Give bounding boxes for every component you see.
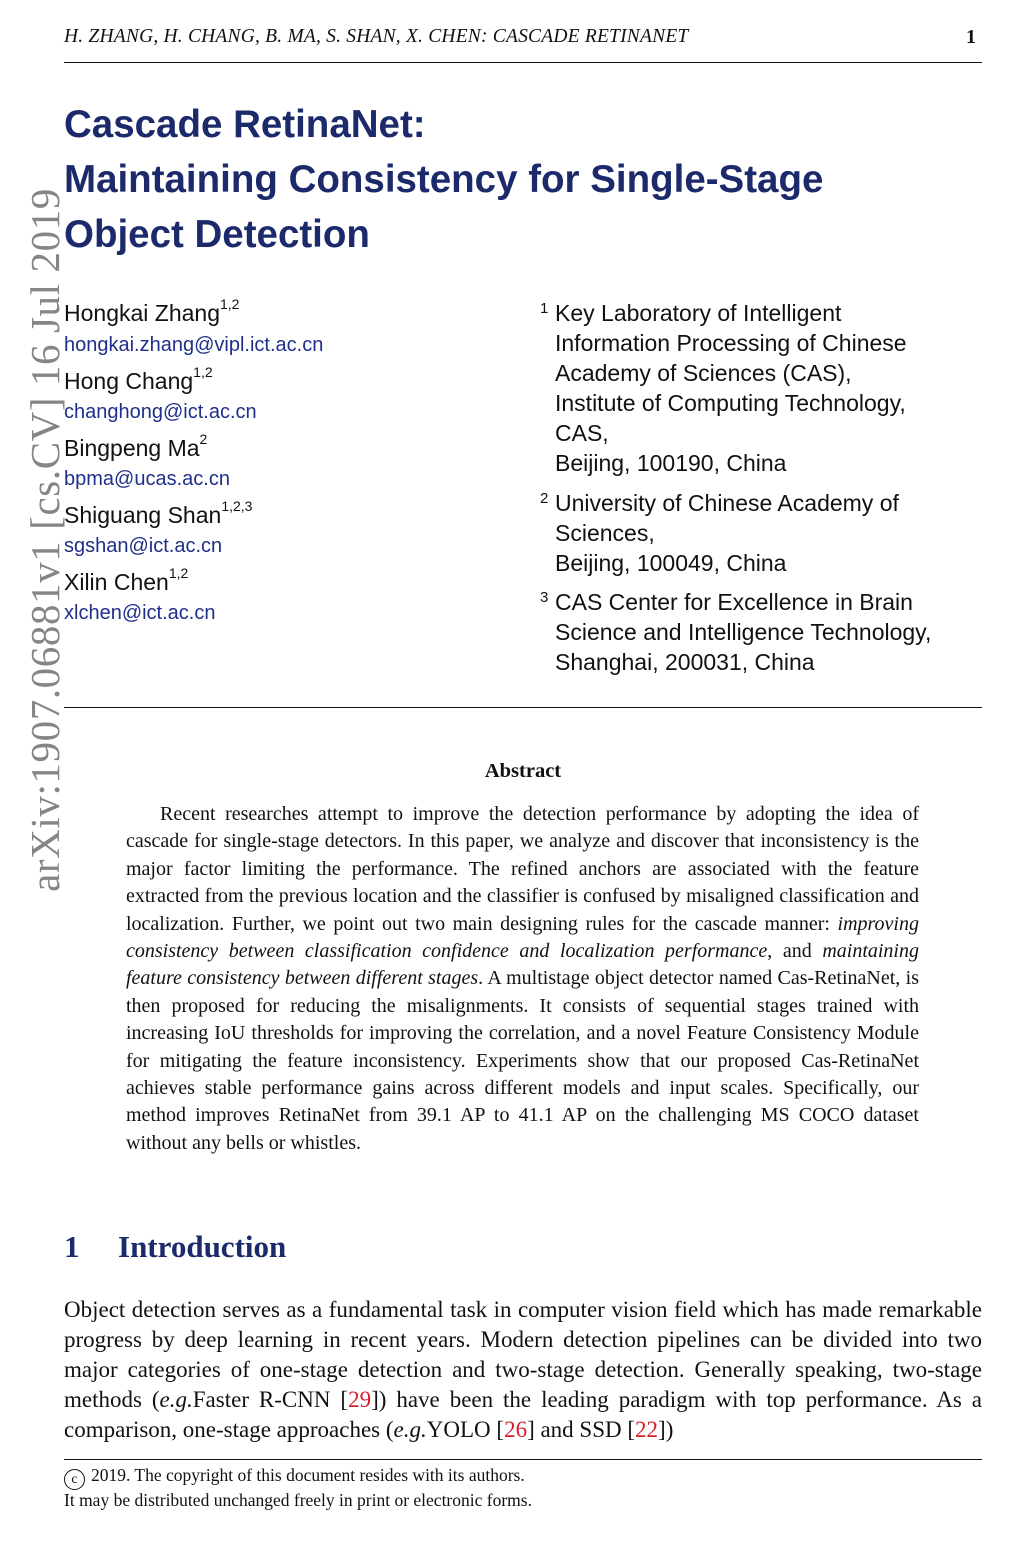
author-name-text: Bingpeng Ma [64,435,200,461]
affiliation-line: CAS Center for Excellence in Brain [555,589,913,615]
author-name [64,364,213,395]
citation-link[interactable]: 29 [348,1387,372,1412]
abstract-text-run: Recent researches attempt to improve the detection performance by adopting the idea of cascade for single-stage detectors. In this paper, we analyze and discover that inconsistency is the major factor limiting the performance. The refined anchors are associated with the feature extracted from the previous location and the classifier is confused by misaligned classification and localization. Further, we point out two main designing rules for the cascade manner: [126,803,919,935]
page-number: 1 [966,26,976,48]
abstract-heading: Abstract [484,760,562,782]
introduction-paragraph [64,1295,982,1445]
author-affiliation-marks: 1,2 [168,565,189,582]
section-number: 1 [64,1229,80,1264]
affiliation-line: Shanghai, 200031, China [555,649,815,675]
section-title: Introduction [118,1229,287,1264]
paper-title-line-3: Object Detection [64,213,370,256]
author-block-rule [64,707,982,708]
author-email-link[interactable]: xlchen@ict.ac.cn [64,602,216,624]
affiliation-line: Institute of Computing Technology, [555,390,906,416]
author-name-text: Hong Chang [64,368,194,394]
affiliation-mark: 2 [540,490,549,507]
affiliation-line: Beijing, 100049, China [555,550,787,576]
intro-text-run: ] and SSD [ [527,1417,636,1442]
intro-text-run: Object detection serves as a fundamental task in computer vision field which has made remarkable progress by deep learning in recent years. Modern detection pipelines can be divided into two major categories of one-stage detection and two-stage detection. Generally speaking, two-stage methods ( [64,1297,982,1412]
author-email-link[interactable]: sgshan@ict.ac.cn [64,535,223,557]
paper-title-line-2: Maintaining Consistency for Single-Stage [64,158,824,201]
affiliation-line: Science and Intelligence Technology, [555,619,932,645]
author-affiliation-marks: 1,2 [220,296,240,313]
author-name [64,431,208,462]
author-affiliation-marks: 1,2,3 [221,498,253,515]
author-name [64,565,189,596]
affiliation-line: University of Chinese Academy of [555,490,899,516]
author-name [64,498,253,529]
intro-text-run: ]) [658,1417,674,1442]
abstract-text [126,801,919,1157]
author-name [64,296,240,327]
copyright-line [64,1465,525,1490]
intro-abbreviation: e.g. [393,1417,427,1442]
author-name-text: Xilin Chen [64,569,169,595]
affiliation-line: Beijing, 100190, China [555,450,787,476]
affiliation-line: Academy of Sciences (CAS), [555,360,852,386]
citation-link[interactable]: 22 [635,1417,659,1442]
copyright-icon: c [64,1469,85,1490]
paper-title-line-1: Cascade RetinaNet: [64,103,426,146]
arxiv-stamp: arXiv:1907.06881v1 [cs.CV] 16 Jul 2019 [22,188,68,892]
affiliation-line: Information Processing of Chinese [555,330,907,356]
author-affiliation-marks: 2 [199,431,208,448]
author-email-link[interactable]: hongkai.zhang@vipl.ict.ac.cn [64,334,324,356]
affiliation-line: Sciences, [555,520,655,546]
copyright-text: 2019. The copyright of this document resides with its authors. [91,1465,525,1485]
author-email-link[interactable]: changhong@ict.ac.cn [64,401,257,423]
intro-text-run: ]) have been the leading paradigm with top performance. As a comparison, one-stage approaches ( [64,1387,982,1442]
footer-rule [64,1459,982,1460]
author-name-text: Hongkai Zhang [64,300,220,326]
author-affiliation-marks: 1,2 [193,364,213,381]
abstract-emphasis: maintaining feature consistency between different stages [126,940,919,990]
intro-text-run: Faster R-CNN [ [192,1387,349,1412]
intro-abbreviation: e.g. [159,1387,193,1412]
author-email-link[interactable]: bpma@ucas.ac.cn [64,468,230,490]
author-name-text: Shiguang Shan [64,502,222,528]
abstract-text-run: . A multistage object detector named Cas-RetinaNet, is then proposed for reducing the misalignments. It consists of sequential stages trained with increasing IoU thresholds for improving the correlation, and a novel Feature Consistency Module for mitigating the feature inconsistency. Experiments show that our proposed Cas-RetinaNet achieves stable performance gains across different models and input scales. Specifically, our method improves RetinaNet from 39.1 AP to 41.1 AP on the challenging MS COCO dataset without any bells or whistles. [126,967,919,1154]
intro-text-run: YOLO [ [426,1417,505,1442]
affiliation-line: CAS, [555,420,609,446]
header-rule [64,62,982,63]
abstract-text-run: , and [767,940,823,963]
citation-link[interactable]: 26 [504,1417,528,1442]
affiliation-line: Key Laboratory of Intelligent [555,300,842,326]
affiliation-mark: 3 [540,589,549,606]
running-header: H. ZHANG, H. CHANG, B. MA, S. SHAN, X. CHEN: CASCADE RETINANET [64,26,689,47]
affiliation-mark: 1 [540,300,549,317]
abstract-emphasis: improving consistency between classification confidence and localization performance [126,912,919,963]
distribution-notice: It may be distributed unchanged freely in print or electronic forms. [64,1490,532,1510]
